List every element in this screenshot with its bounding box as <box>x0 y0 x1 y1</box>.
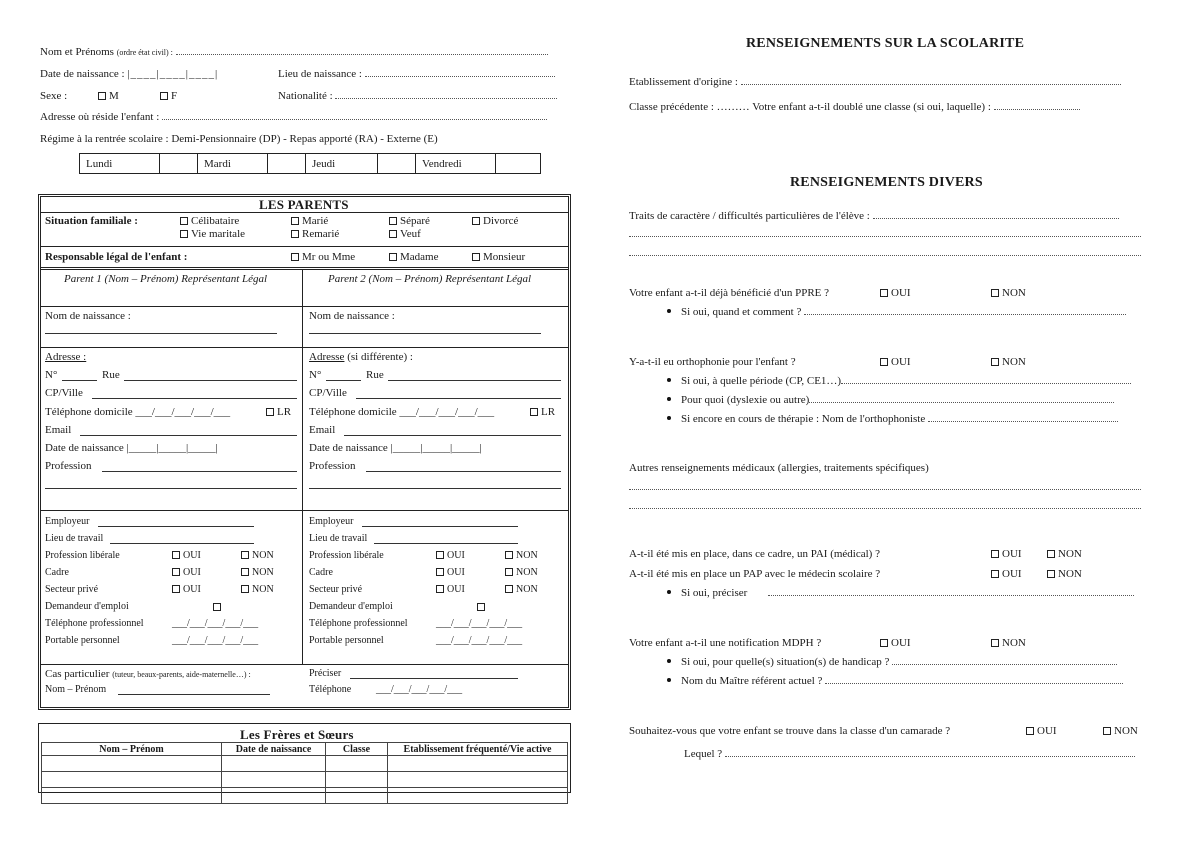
nom-field[interactable] <box>176 46 548 55</box>
p2-date-naissance-row <box>309 442 482 454</box>
p1-prive-non[interactable] <box>241 584 274 595</box>
non-label: NON <box>1002 287 1026 299</box>
ppre-sub-field[interactable] <box>804 306 1126 315</box>
pap-non[interactable] <box>1047 568 1082 580</box>
mdph-sub2-row <box>667 675 1123 687</box>
p1-portable-label: Portable personnel <box>45 635 120 646</box>
checkbox-icon[interactable] <box>436 568 444 576</box>
ortho-sub2-label: Pour quoi (dyslexie ou autre) <box>681 394 810 406</box>
checkbox-icon[interactable] <box>213 603 221 611</box>
non-label: NON <box>252 550 274 561</box>
bullet-icon <box>667 678 671 682</box>
p2-lr-option[interactable] <box>530 406 555 418</box>
checkbox-icon[interactable] <box>266 408 274 416</box>
day-lundi-box[interactable] <box>160 154 198 174</box>
oui-label: OUI <box>891 356 911 368</box>
non-label: NON <box>1002 356 1026 368</box>
checkbox-icon[interactable] <box>389 230 397 238</box>
p1-date-naissance-field[interactable]: |_____|_____|_____| <box>126 442 218 454</box>
p1-employeur-label: Employeur <box>45 516 90 527</box>
pap-sub-row <box>667 587 1134 599</box>
divider <box>40 269 569 270</box>
checkbox-icon[interactable] <box>472 253 480 261</box>
non-label: NON <box>252 584 274 595</box>
p1-numero-label: N° <box>45 369 58 381</box>
pap-sub-label: Si oui, préciser <box>681 587 748 599</box>
option-label: Séparé <box>400 215 430 227</box>
option-label: Vie maritale <box>191 228 246 240</box>
checkbox-icon[interactable] <box>436 585 444 593</box>
p2-tel-pro-field[interactable]: ___/___/___/___/___ <box>436 618 523 629</box>
option-label: Veuf <box>400 228 421 240</box>
adresse-enfant-row <box>40 111 547 123</box>
p2-cadre-oui[interactable] <box>436 567 465 578</box>
bullet-icon <box>667 309 671 313</box>
p1-nom-naissance-field[interactable] <box>45 333 277 334</box>
bullet-icon <box>667 590 671 594</box>
traits-label: Traits de caractère / difficultés particulières de l'élève : <box>629 210 870 222</box>
checkbox-icon[interactable] <box>241 568 249 576</box>
p1-lieu-travail-field[interactable] <box>110 543 254 544</box>
scolarite-title: RENSEIGNEMENTS SUR LA SCOLARITE <box>746 36 1025 51</box>
option-label: Madame <box>400 251 439 263</box>
camarade-oui[interactable] <box>1026 725 1057 737</box>
p1-demandeur-label: Demandeur d'emploi <box>45 601 129 612</box>
bullet-icon <box>667 659 671 663</box>
nom-note: (ordre état civil) : <box>116 48 173 57</box>
oui-label: OUI <box>183 584 201 595</box>
p1-prive-oui[interactable] <box>172 584 201 595</box>
divider <box>40 212 569 213</box>
ortho-sub2-field[interactable] <box>809 394 1114 403</box>
nom-label: Nom et Prénoms <box>40 46 114 58</box>
cas-telephone-label: Téléphone <box>309 684 352 695</box>
ortho-question: Y-a-t-il eu orthophonie pour l'enfant ? <box>629 356 796 368</box>
p1-profession-liberale-label: Profession libérale <box>45 550 120 561</box>
p1-cp-ville-field[interactable] <box>92 398 297 399</box>
p2-numero-label: N° <box>309 369 322 381</box>
etablissement-row <box>629 76 1121 88</box>
preciser-label: Préciser <box>309 668 342 679</box>
p2-numero-field[interactable] <box>326 380 361 381</box>
p1-secteur-prive-label: Secteur privé <box>45 584 99 595</box>
p1-tel-domicile-row <box>45 406 230 418</box>
etablissement-label: Etablissement d'origine : <box>629 76 738 88</box>
camarade-question: Souhaitez-vous que votre enfant se trouve dans la classe d'un camarade ? <box>629 725 951 737</box>
responsable-mr-mme[interactable] <box>291 251 355 263</box>
regime-row <box>40 133 438 145</box>
p2-employeur-label: Employeur <box>309 516 354 527</box>
non-label: NON <box>252 567 274 578</box>
p2-profession-label: Profession <box>309 460 356 472</box>
checkbox-icon[interactable] <box>991 570 999 578</box>
non-label: NON <box>1058 548 1082 560</box>
p2-tel-pro-label: Téléphone professionnel <box>309 618 408 629</box>
checkbox-icon[interactable] <box>180 217 188 225</box>
p1-date-naissance-row <box>45 442 218 454</box>
p1-tel-pro-label: Téléphone professionnel <box>45 618 144 629</box>
situation-marie[interactable] <box>291 215 328 227</box>
p1-liberale-non[interactable] <box>241 550 274 561</box>
date-naissance-row <box>40 68 218 80</box>
ppre-non[interactable] <box>991 287 1026 299</box>
checkbox-icon[interactable] <box>472 217 480 225</box>
p1-cp-ville-label: CP/Ville <box>45 387 83 399</box>
checkbox-icon[interactable] <box>1047 570 1055 578</box>
bullet-icon <box>667 397 671 401</box>
p2-tel-domicile-field[interactable]: ___/___/___/___/___ <box>399 406 495 418</box>
checkbox-icon[interactable] <box>505 551 513 559</box>
day-vendredi-box[interactable] <box>496 154 541 174</box>
p2-date-naissance-field[interactable]: |_____|_____|_____| <box>390 442 482 454</box>
situation-divorce[interactable] <box>472 215 518 227</box>
p2-profession-field[interactable] <box>366 471 561 472</box>
p1-nom-naissance-label: Nom de naissance : <box>45 310 131 322</box>
nationalite-field[interactable] <box>335 90 557 99</box>
col-classe: Classe <box>326 743 388 756</box>
situation-label: Situation familiale : <box>45 215 138 227</box>
divider <box>40 347 569 348</box>
pap-sub-field[interactable] <box>768 587 1134 596</box>
checkbox-icon[interactable] <box>1103 727 1111 735</box>
pai-oui[interactable] <box>991 548 1022 560</box>
mdph-sub2-label: Nom du Maître référent actuel ? <box>681 675 823 687</box>
p2-nom-naissance-field[interactable] <box>309 333 541 334</box>
p2-portable-label: Portable personnel <box>309 635 384 646</box>
day-jeudi: Jeudi <box>306 154 378 174</box>
option-label: Marié <box>302 215 329 227</box>
table-row <box>42 788 568 804</box>
checkbox-icon[interactable] <box>389 253 397 261</box>
siblings-table <box>41 742 568 804</box>
medical-line-1[interactable] <box>629 481 1141 493</box>
oui-label: OUI <box>447 550 465 561</box>
p1-profession-field-2[interactable] <box>45 488 297 489</box>
p2-profession-field-2[interactable] <box>309 488 561 489</box>
lequel-row <box>684 748 1135 760</box>
mdph-sub1-row <box>667 656 1117 668</box>
p1-employeur-field[interactable] <box>98 526 254 527</box>
traits-row <box>629 210 1119 222</box>
cas-nom-prenom-label: Nom – Prénom <box>45 684 107 695</box>
checkbox-icon[interactable] <box>389 217 397 225</box>
p1-lieu-travail-label: Lieu de travail <box>45 533 104 544</box>
sexe-f-option[interactable] <box>160 90 177 102</box>
p1-tel-pro-field[interactable]: ___/___/___/___/___ <box>172 618 259 629</box>
ortho-sub1-row <box>667 375 1131 387</box>
checkbox-icon[interactable] <box>436 551 444 559</box>
lr-label: LR <box>277 406 292 418</box>
table-row <box>42 772 568 788</box>
checkbox-icon[interactable] <box>180 230 188 238</box>
day-vendredi: Vendredi <box>416 154 496 174</box>
mdph-oui[interactable] <box>880 637 911 649</box>
checkbox-icon[interactable] <box>505 568 513 576</box>
checkbox-icon[interactable] <box>505 585 513 593</box>
oui-label: OUI <box>183 567 201 578</box>
p2-liberale-oui[interactable] <box>436 550 465 561</box>
divers-title: RENSEIGNEMENTS DIVERS <box>790 175 983 190</box>
parent1-header: Parent 1 (Nom – Prénom) Représentant Légal <box>64 273 268 285</box>
mdph-sub2-field[interactable] <box>825 675 1123 684</box>
p1-cadre-non[interactable] <box>241 567 274 578</box>
oui-label: OUI <box>891 637 911 649</box>
regime-label: Régime à la rentrée scolaire : Demi-Pensionnaire (DP) - Repas apporté (RA) - Externe (E) <box>40 133 438 145</box>
non-label: NON <box>1114 725 1138 737</box>
option-label: Monsieur <box>483 251 526 263</box>
col-nom-prenom: Nom – Prénom <box>42 743 222 756</box>
p2-email-field[interactable] <box>344 435 561 436</box>
cas-nom-prenom-field[interactable] <box>118 694 270 695</box>
column-divider <box>302 269 303 664</box>
p2-rue-field[interactable] <box>388 380 561 381</box>
oui-label: OUI <box>183 550 201 561</box>
p1-cadre-label: Cadre <box>45 567 69 578</box>
ortho-sub3-row <box>667 413 1118 425</box>
pai-non[interactable] <box>1047 548 1082 560</box>
p1-email-label: Email <box>45 424 72 436</box>
p2-adresse-row <box>309 351 413 363</box>
divider <box>40 267 569 268</box>
p1-cadre-oui[interactable] <box>172 567 201 578</box>
oui-label: OUI <box>447 584 465 595</box>
divider <box>40 510 569 511</box>
table-row <box>42 756 568 772</box>
checkbox-icon[interactable] <box>1026 727 1034 735</box>
ortho-sub2-row <box>667 394 1114 406</box>
days-table <box>79 153 541 174</box>
date-naissance-label: Date de naissance : <box>40 68 125 80</box>
non-label: NON <box>516 584 538 595</box>
adresse-enfant-label: Adresse où réside l'enfant : <box>40 111 160 123</box>
day-jeudi-box[interactable] <box>378 154 416 174</box>
responsable-madame[interactable] <box>389 251 438 263</box>
responsable-monsieur[interactable] <box>472 251 525 263</box>
divider <box>40 246 569 247</box>
checkbox-icon[interactable] <box>1047 550 1055 558</box>
p2-rue-label: Rue <box>366 369 384 381</box>
nom-prenoms-row <box>40 46 548 58</box>
mdph-non[interactable] <box>991 637 1026 649</box>
situation-remarie[interactable] <box>291 228 339 240</box>
cas-telephone-field[interactable]: ___/___/___/___/___ <box>376 684 463 695</box>
p2-lieu-travail-label: Lieu de travail <box>309 533 368 544</box>
ortho-sub1-label: Si oui, à quelle période (CP, CE1…) <box>681 375 842 387</box>
checkbox-icon[interactable] <box>991 358 999 366</box>
p2-cadre-non[interactable] <box>505 567 538 578</box>
ppre-sub-label: Si oui, quand et comment ? <box>681 306 802 318</box>
p2-adresse-label: Adresse <box>309 351 345 363</box>
nationalite-label: Nationalité : <box>278 90 333 102</box>
traits-line-2[interactable] <box>629 228 1141 240</box>
p1-adresse-label: Adresse : <box>45 351 87 363</box>
sexe-row <box>40 90 67 102</box>
lieu-naissance-label: Lieu de naissance : <box>278 68 362 80</box>
checkbox-icon[interactable] <box>172 568 180 576</box>
p2-tel-domicile-label: Téléphone domicile <box>309 406 397 418</box>
parent2-header: Parent 2 (Nom – Prénom) Représentant Légal <box>328 273 532 285</box>
non-label: NON <box>1002 637 1026 649</box>
bullet-icon <box>667 378 671 382</box>
lieu-naissance-row <box>278 68 555 80</box>
checkbox-icon[interactable] <box>991 639 999 647</box>
checkbox-icon[interactable] <box>172 551 180 559</box>
p1-demandeur-checkbox[interactable] <box>213 601 224 613</box>
day-mardi-box[interactable] <box>268 154 306 174</box>
oui-label: OUI <box>1002 568 1022 580</box>
p2-date-naissance-label: Date de naissance <box>309 442 388 454</box>
camarade-non[interactable] <box>1103 725 1138 737</box>
p2-lieu-travail-field[interactable] <box>374 543 518 544</box>
day-mardi: Mardi <box>198 154 268 174</box>
checkbox-icon[interactable] <box>991 289 999 297</box>
option-label: Divorcé <box>483 215 519 227</box>
p1-numero-field[interactable] <box>62 380 97 381</box>
situation-veuf[interactable] <box>389 228 421 240</box>
sexe-m-option[interactable] <box>98 90 119 102</box>
p1-liberale-oui[interactable] <box>172 550 201 561</box>
ortho-sub1-field[interactable] <box>841 375 1131 384</box>
option-label: Mr ou Mme <box>302 251 356 263</box>
date-naissance-field[interactable]: |____|____|____| <box>127 68 219 80</box>
p1-rue-field[interactable] <box>124 380 297 381</box>
mdph-question: Votre enfant a-t-il une notification MDPH ? <box>629 637 822 649</box>
option-label: Remarié <box>302 228 340 240</box>
medical-label: Autres renseignements médicaux (allergies, traitements spécifiques) <box>629 462 929 474</box>
p2-demandeur-checkbox[interactable] <box>477 601 488 613</box>
situation-separe[interactable] <box>389 215 430 227</box>
checkbox-icon[interactable] <box>880 639 888 647</box>
p2-demandeur-label: Demandeur d'emploi <box>309 601 393 612</box>
pap-question: A-t-il été mis en place un PAP avec le médecin scolaire ? <box>629 568 881 580</box>
p2-employeur-field[interactable] <box>362 526 518 527</box>
ortho-non[interactable] <box>991 356 1026 368</box>
situation-vie-maritale[interactable] <box>180 228 245 240</box>
non-label: NON <box>1058 568 1082 580</box>
bullet-icon <box>667 416 671 420</box>
responsable-label: Responsable légal de l'enfant : <box>45 251 188 263</box>
sexe-f-checkbox[interactable] <box>160 92 168 100</box>
nationalite-row <box>278 90 557 102</box>
checkbox-icon[interactable] <box>530 408 538 416</box>
oui-label: OUI <box>447 567 465 578</box>
non-label: NON <box>516 550 538 561</box>
ppre-sub-row <box>667 306 1126 318</box>
cas-particulier-row <box>45 668 251 680</box>
etablissement-field[interactable] <box>741 76 1121 85</box>
divider <box>40 306 569 307</box>
siblings-title: Les Frères et Sœurs <box>240 727 354 742</box>
p2-tel-domicile-row <box>309 406 494 418</box>
classe-precedente-row <box>629 101 1080 113</box>
pai-question: A-t-il été mis en place, dans ce cadre, un PAI (médical) ? <box>629 548 880 560</box>
oui-label: OUI <box>1002 548 1022 560</box>
ortho-sub3-field[interactable] <box>928 413 1118 422</box>
situation-celibataire[interactable] <box>180 215 239 227</box>
ppre-question: Votre enfant a-t-il déjà bénéficié d'un PPRE ? <box>629 287 830 299</box>
checkbox-icon[interactable] <box>291 253 299 261</box>
p1-portable-field[interactable]: ___/___/___/___/___ <box>172 635 259 646</box>
checkbox-icon[interactable] <box>291 217 299 225</box>
p2-portable-field[interactable]: ___/___/___/___/___ <box>436 635 523 646</box>
p1-tel-domicile-field[interactable]: ___/___/___/___/___ <box>135 406 231 418</box>
p1-lr-option[interactable] <box>266 406 291 418</box>
sexe-m-checkbox[interactable] <box>98 92 106 100</box>
oui-label: OUI <box>891 287 911 299</box>
sexe-m-label: M <box>109 90 119 102</box>
day-lundi: Lundi <box>80 154 160 174</box>
ortho-oui[interactable] <box>880 356 911 368</box>
col-date-naissance: Date de naissance <box>222 743 326 756</box>
non-label: NON <box>516 567 538 578</box>
pap-oui[interactable] <box>991 568 1022 580</box>
p1-date-naissance-label: Date de naissance <box>45 442 124 454</box>
checkbox-icon[interactable] <box>291 230 299 238</box>
classe-precedente-label: Classe précédente : ……… Votre enfant a-t-il doublé une classe (si oui, laquelle) : <box>629 101 991 113</box>
mdph-sub1-label: Si oui, pour quelle(s) situation(s) de handicap ? <box>681 656 890 668</box>
traits-line-3[interactable] <box>629 247 1141 259</box>
p1-tel-domicile-label: Téléphone domicile <box>45 406 133 418</box>
ppre-oui[interactable] <box>880 287 911 299</box>
sexe-label: Sexe : <box>40 90 68 102</box>
checkbox-icon[interactable] <box>241 551 249 559</box>
p2-secteur-prive-label: Secteur privé <box>309 584 363 595</box>
p1-profession-field[interactable] <box>102 471 297 472</box>
p1-rue-label: Rue <box>102 369 120 381</box>
p2-cp-ville-field[interactable] <box>356 398 561 399</box>
checkbox-icon[interactable] <box>991 550 999 558</box>
classe-doublee-field[interactable] <box>994 101 1080 110</box>
p2-cp-ville-label: CP/Ville <box>309 387 347 399</box>
p2-prive-oui[interactable] <box>436 584 465 595</box>
p2-liberale-non[interactable] <box>505 550 538 561</box>
p2-email-label: Email <box>309 424 336 436</box>
sexe-f-label: F <box>171 90 178 102</box>
checkbox-icon[interactable] <box>241 585 249 593</box>
p2-nom-naissance-label: Nom de naissance : <box>309 310 395 322</box>
p1-profession-label: Profession <box>45 460 92 472</box>
p2-prive-non[interactable] <box>505 584 538 595</box>
medical-line-2[interactable] <box>629 500 1141 512</box>
col-etablissement: Etablissement fréquenté/Vie active <box>388 743 568 756</box>
p2-profession-liberale-label: Profession libérale <box>309 550 384 561</box>
lequel-field[interactable] <box>725 748 1135 757</box>
oui-label: OUI <box>1037 725 1057 737</box>
cas-particulier-note: (tuteur, beaux-parents, aide-maternelle…) : <box>112 670 251 679</box>
preciser-field[interactable] <box>350 678 518 679</box>
option-label: Célibataire <box>191 215 240 227</box>
parents-title: LES PARENTS <box>259 197 349 212</box>
lr-label: LR <box>541 406 556 418</box>
lieu-naissance-field[interactable] <box>365 68 555 77</box>
checkbox-icon[interactable] <box>477 603 485 611</box>
cas-particulier-label: Cas particulier <box>45 668 110 680</box>
divider <box>40 664 569 665</box>
checkbox-icon[interactable] <box>880 289 888 297</box>
lequel-label: Lequel ? <box>684 748 723 760</box>
p2-cadre-label: Cadre <box>309 567 333 578</box>
checkbox-icon[interactable] <box>880 358 888 366</box>
mdph-sub1-field[interactable] <box>892 656 1117 665</box>
p1-email-field[interactable] <box>80 435 297 436</box>
p2-adresse-note: (si différente) : <box>344 351 413 363</box>
adresse-enfant-field[interactable] <box>162 111 547 120</box>
ortho-sub3-label: Si encore en cours de thérapie : Nom de l'orthophoniste <box>681 413 926 425</box>
checkbox-icon[interactable] <box>172 585 180 593</box>
traits-field[interactable] <box>873 210 1119 219</box>
